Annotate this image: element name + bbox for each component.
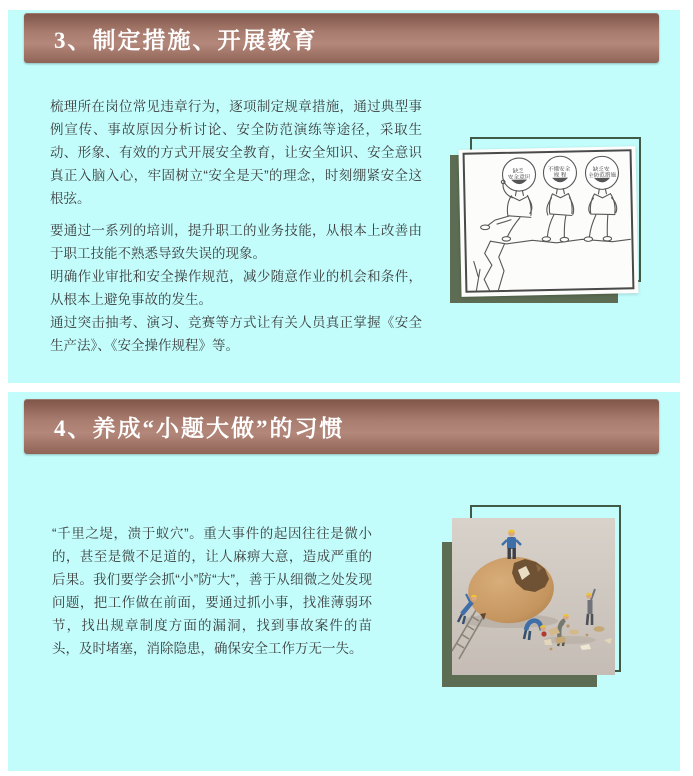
body-paragraph: “千里之堤，溃于蚁穴”。重大事件的起因往往是微小的，甚至是微不足道的，让人麻痹大意，造成严重的后果。我们要学会抓“小”防“大”，善于从细微之处发现问题，把工作做在前面，要通过抓小事，找准薄弱环节，找出规章制度方面的漏洞，找到事故案件的苗头，及时堵塞，消除隐患，确保安全工作万无一失。 — [52, 526, 372, 656]
section-3-illustration — [450, 137, 643, 303]
cartoon-head-label: 缺乏安 全防范措施 — [588, 166, 617, 180]
section-3-title: 3、制定措施、开展教育 — [54, 27, 318, 53]
cartoon-head-label: 不懂安全 规 程 — [547, 166, 571, 179]
cartoon-head-label: 缺乏 安全意识 — [507, 168, 531, 181]
section-4-text — [52, 522, 372, 660]
eggshell-photo-svg — [452, 518, 615, 675]
cliff-cartoon-svg — [458, 146, 638, 297]
section-3-header — [24, 13, 659, 63]
section-3-panel — [8, 10, 680, 383]
miniature-workers-eggshell-photo — [452, 518, 615, 675]
body-paragraph: 通过突击抽考、演习、竞赛等方式让有关人员真正掌握《安全生产法》、《安全操作规程》等。 — [50, 315, 422, 353]
body-paragraph: 明确作业审批和安全操作规范，减少随意作业的机会和条件，从根本上避免事故的发生。 — [50, 269, 422, 307]
body-paragraph: 梳理所在岗位常见违章行为，逐项制定规章措施，通过典型事例宣传、事故原因分析讨论、安全防范演练等途径，采取生动、形象、有效的方式开展安全教育，让安全知识、安全意识真正入脑入心，牢固树立“安全是天”的理念，时刻绷紧安全这根弦。 — [50, 99, 422, 206]
body-paragraph: 要通过一系列的培训，提升职工的业务技能，从根本上改善由于职工技能不熟悉导致失误的现象。 — [50, 223, 422, 261]
section-4-illustration — [440, 505, 625, 690]
cliff-cartoon-illustration — [458, 146, 638, 297]
section-4-title: 4、养成“小题大做”的习惯 — [54, 416, 345, 441]
section-3-text — [50, 95, 422, 357]
section-4-panel — [8, 392, 680, 771]
section-4-header — [24, 399, 659, 454]
